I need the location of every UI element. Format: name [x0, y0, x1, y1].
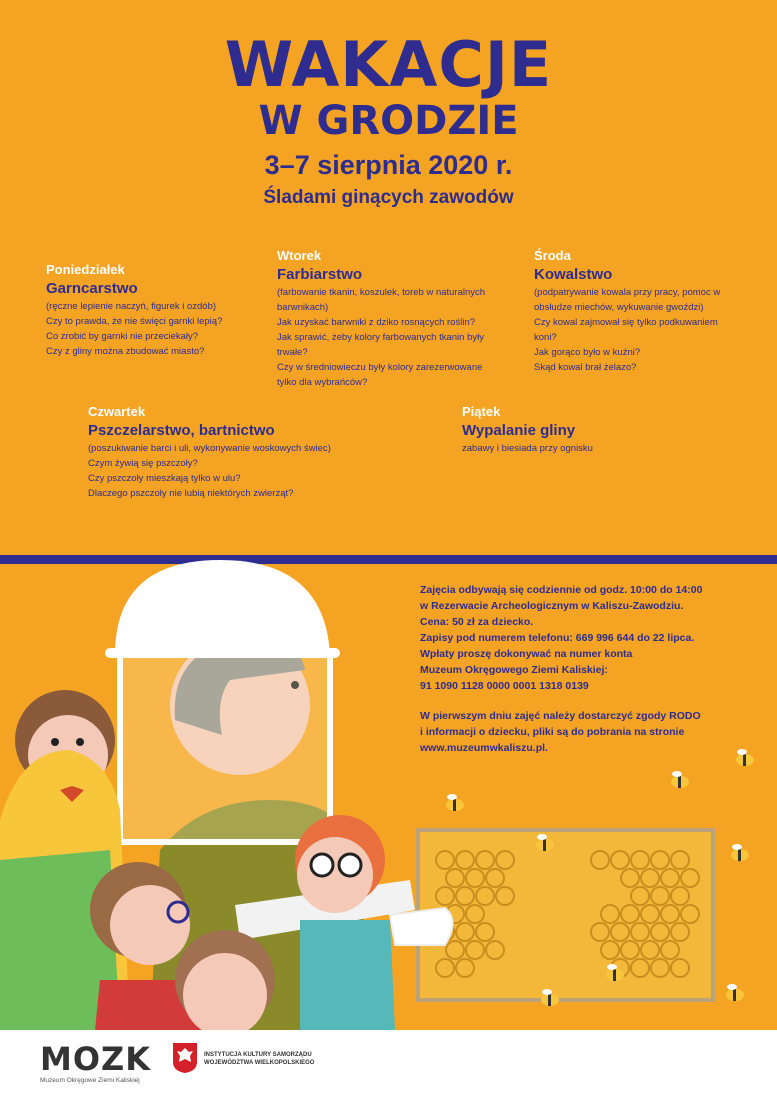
- day-question: Czym żywią się pszczoły?: [88, 458, 198, 469]
- day-name: Piątek: [462, 404, 501, 419]
- info-line: 91 1090 1128 0000 0001 1318 0139: [420, 680, 589, 692]
- info-note-line: i informacji o dziecku, pliki są do pobrania na stronie: [420, 726, 685, 738]
- glove: [390, 908, 453, 945]
- child-teal-shirt: [300, 920, 395, 1030]
- mozk-logo-subtitle: Muzeum Okręgowe Ziemi Kaliskiej: [40, 1077, 140, 1084]
- info-line: Zajęcia odbywają się codziennie od godz. 10:00 do 14:00: [420, 584, 703, 596]
- child-eye: [76, 738, 84, 746]
- day-question: Czy kowal zajmował się tylko podkuwaniem koni?: [534, 317, 718, 343]
- day-question: Skąd kowal brał żelazo?: [534, 362, 637, 373]
- day-topic: Farbiarstwo: [277, 266, 363, 283]
- day-question: Jak uzyskać barwniki z dziko rosnących roślin?: [277, 317, 475, 328]
- event-info: [420, 582, 770, 756]
- info-line: Zapisy pod numerem telefonu: 669 996 644 do 22 lipca.: [420, 632, 695, 644]
- day-description: zabawy i biesiada przy ognisku: [462, 443, 593, 454]
- info-line: Wpłaty proszę dokonywać na numer konta: [420, 648, 633, 660]
- day-question: Jak sprawić, żeby kolory farbowanych tkanin były trwałe?: [277, 332, 484, 358]
- title-line-1: WAKACJE: [224, 28, 553, 101]
- info-note-line: W pierwszym dniu zajęć należy dostarczyć zgody RODO: [420, 710, 701, 722]
- day-thursday: [88, 404, 418, 501]
- day-description: (poszukiwanie barci i uli, wykonywanie woskowych świec): [88, 443, 331, 454]
- event-date: 3–7 sierpnia 2020 r.: [264, 150, 513, 180]
- child-glasses-orange: [311, 854, 333, 876]
- day-topic: Garncarstwo: [46, 280, 138, 297]
- day-description: (ręczne lepienie naczyń, figurek i ozdób): [46, 301, 217, 312]
- day-question: Co zrobić by garnki nie przeciekały?: [46, 331, 199, 342]
- day-description: (farbowanie tkanin, koszulek, toreb w naturalnych barwnikach): [277, 287, 486, 313]
- beekeeper-hat: [115, 560, 330, 655]
- day-question: Czy z gliny można zbudować miasto?: [46, 346, 205, 357]
- day-question: Dlaczego pszczoły nie lubią niektórych zwierząt?: [88, 488, 294, 499]
- day-name: Środa: [534, 248, 571, 263]
- event-subtitle: Śladami ginących zawodów: [263, 187, 514, 208]
- info-line: w Rezerwacie Archeologicznym w Kaliszu-Zawodziu.: [420, 600, 684, 612]
- child-eye: [51, 738, 59, 746]
- day-question: Czy w średniowieczu były kolory zarezerwowane tylko dla wybrańców?: [277, 362, 483, 388]
- beekeeper-hat-brim: [105, 648, 340, 658]
- child-face-orange: [297, 837, 373, 913]
- day-topic: Wypalanie gliny: [462, 422, 576, 439]
- info-line: Muzeum Okręgowego Ziemi Kaliskiej:: [420, 664, 608, 676]
- title-line-2: W GRODZIE: [258, 98, 519, 144]
- day-question: Jak gorąco było w kuźni?: [534, 347, 641, 358]
- eagle-emblem-icon: [172, 1042, 198, 1074]
- child-glasses-orange: [339, 854, 361, 876]
- child-face-glasses: [110, 885, 190, 965]
- day-description: (podpatrywanie kowala przy pracy, pomoc w obsłudze miechów, wykuwanie gwoździ): [534, 287, 721, 313]
- day-name: Czwartek: [88, 404, 146, 419]
- day-wednesday: [534, 248, 734, 375]
- day-tuesday: [277, 248, 492, 390]
- day-friday: [462, 404, 712, 456]
- day-topic: Kowalstwo: [534, 266, 613, 283]
- institution-label: INSTYTUCJA KULTURY SAMORZĄDU WOJEWÓDZTWA WIELKOPOLSKIEGO: [204, 1052, 315, 1066]
- day-name: Poniedziałek: [46, 262, 125, 277]
- info-line: Cena: 50 zł za dziecko.: [420, 616, 534, 628]
- day-question: Czy to prawda, że nie święci garnki lepią?: [46, 316, 223, 327]
- beekeeper-veil: [120, 652, 330, 842]
- day-question: Czy pszczoły mieszkają tylko w ulu?: [88, 473, 241, 484]
- day-name: Wtorek: [277, 248, 322, 263]
- day-monday: [46, 262, 271, 359]
- info-website-link[interactable]: www.muzeumwkaliszu.pl.: [420, 742, 548, 754]
- mozk-logo: MOZK: [40, 1040, 152, 1078]
- day-topic: Pszczelarstwo, bartnictwo: [88, 422, 275, 439]
